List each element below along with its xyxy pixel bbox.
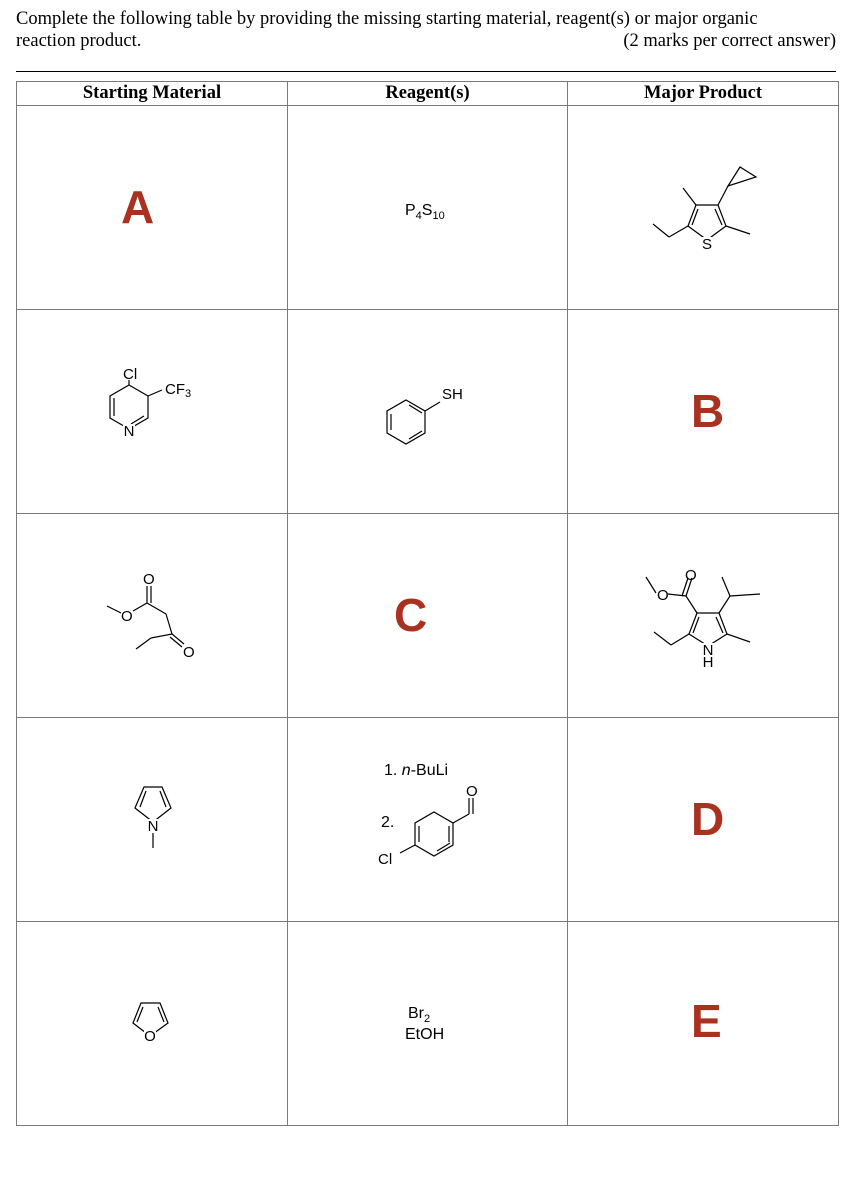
thiol-label: SH [442, 386, 463, 403]
placeholder-B: B [691, 385, 725, 437]
reagent-p4s10: $P_4S_{10}$ [405, 202, 445, 223]
header-row [17, 82, 839, 106]
row4-product [568, 718, 839, 922]
product-ester-oxygen-label: O [657, 587, 669, 604]
row3-product [568, 514, 839, 718]
row3-reagent [288, 514, 568, 718]
placeholder-A: A [121, 181, 155, 233]
header-starting-material: Starting Material [17, 82, 288, 106]
table-row-2 [17, 310, 839, 514]
row4-starting-material [17, 718, 288, 922]
row2-product [568, 310, 839, 514]
furan-oxygen-label: O [144, 1028, 156, 1045]
row5-starting-material [17, 922, 288, 1126]
row1-product [568, 106, 839, 310]
marks-note: (2 marks per correct answer) [623, 31, 836, 51]
product-carbonyl-oxygen-label: O [685, 567, 697, 584]
thiophenol-structure [288, 310, 567, 513]
pyrrole-nitrogen-label: N [702, 642, 714, 659]
table-row-1 [17, 106, 839, 310]
product-sulfur-label: S [701, 236, 713, 253]
row5-product [568, 922, 839, 1126]
aryl-chlorine-label: Cl [378, 851, 393, 868]
separator-rule [16, 71, 836, 72]
ketone-oxygen-label: O [183, 644, 195, 661]
step1-nbuli: 1. n-BuLi [384, 762, 449, 779]
pyrrole-product-structure [568, 514, 838, 717]
aldehyde-oxygen-label: O [466, 783, 478, 800]
instructions [16, 8, 836, 52]
row1-starting-material [17, 106, 288, 310]
header-major-product: Major Product [568, 82, 839, 106]
chloro-cf3-pyridine-structure [17, 310, 287, 513]
row5-reagent [288, 922, 568, 1126]
row3-starting-material [17, 514, 288, 718]
placeholder-E: E [691, 995, 722, 1047]
pyridine-nitrogen-label: N [123, 423, 135, 440]
chlorine-label: Cl [123, 366, 138, 383]
thiophene-product-structure [568, 106, 838, 309]
cf3-label: $CF_3$ [165, 381, 192, 400]
instructions-line2: reaction product. [16, 31, 142, 51]
step2-label: 2. [381, 814, 395, 831]
pyrrole-hydrogen-label: H [702, 654, 714, 671]
placeholder-D: D [691, 793, 725, 845]
table-row-3 [17, 514, 839, 718]
row2-starting-material [17, 310, 288, 514]
table-row-5 [17, 922, 839, 1126]
reagent-ethanol: EtOH [405, 1026, 445, 1043]
furan-structure [17, 922, 287, 1125]
beta-ketoester-structure [17, 514, 287, 717]
ester-oxygen-label: O [121, 608, 133, 625]
instructions-line1: Complete the following table by providing the missing starting material, reagent(s) or major organic [16, 9, 758, 29]
pyrrole-n-label: N [147, 818, 159, 835]
row4-reagent [288, 718, 568, 922]
placeholder-C: C [394, 589, 428, 641]
chlorobenzaldehyde-structure [288, 718, 567, 921]
reaction-table [16, 81, 839, 1126]
n-methylpyrrole-structure [17, 718, 287, 921]
header-reagents: Reagent(s) [288, 82, 568, 106]
carbonyl-oxygen-label: O [143, 571, 155, 588]
row2-reagent [288, 310, 568, 514]
row1-reagent [288, 106, 568, 310]
table-row-4 [17, 718, 839, 922]
reagent-bromine: $Br_2$ [408, 1005, 431, 1026]
